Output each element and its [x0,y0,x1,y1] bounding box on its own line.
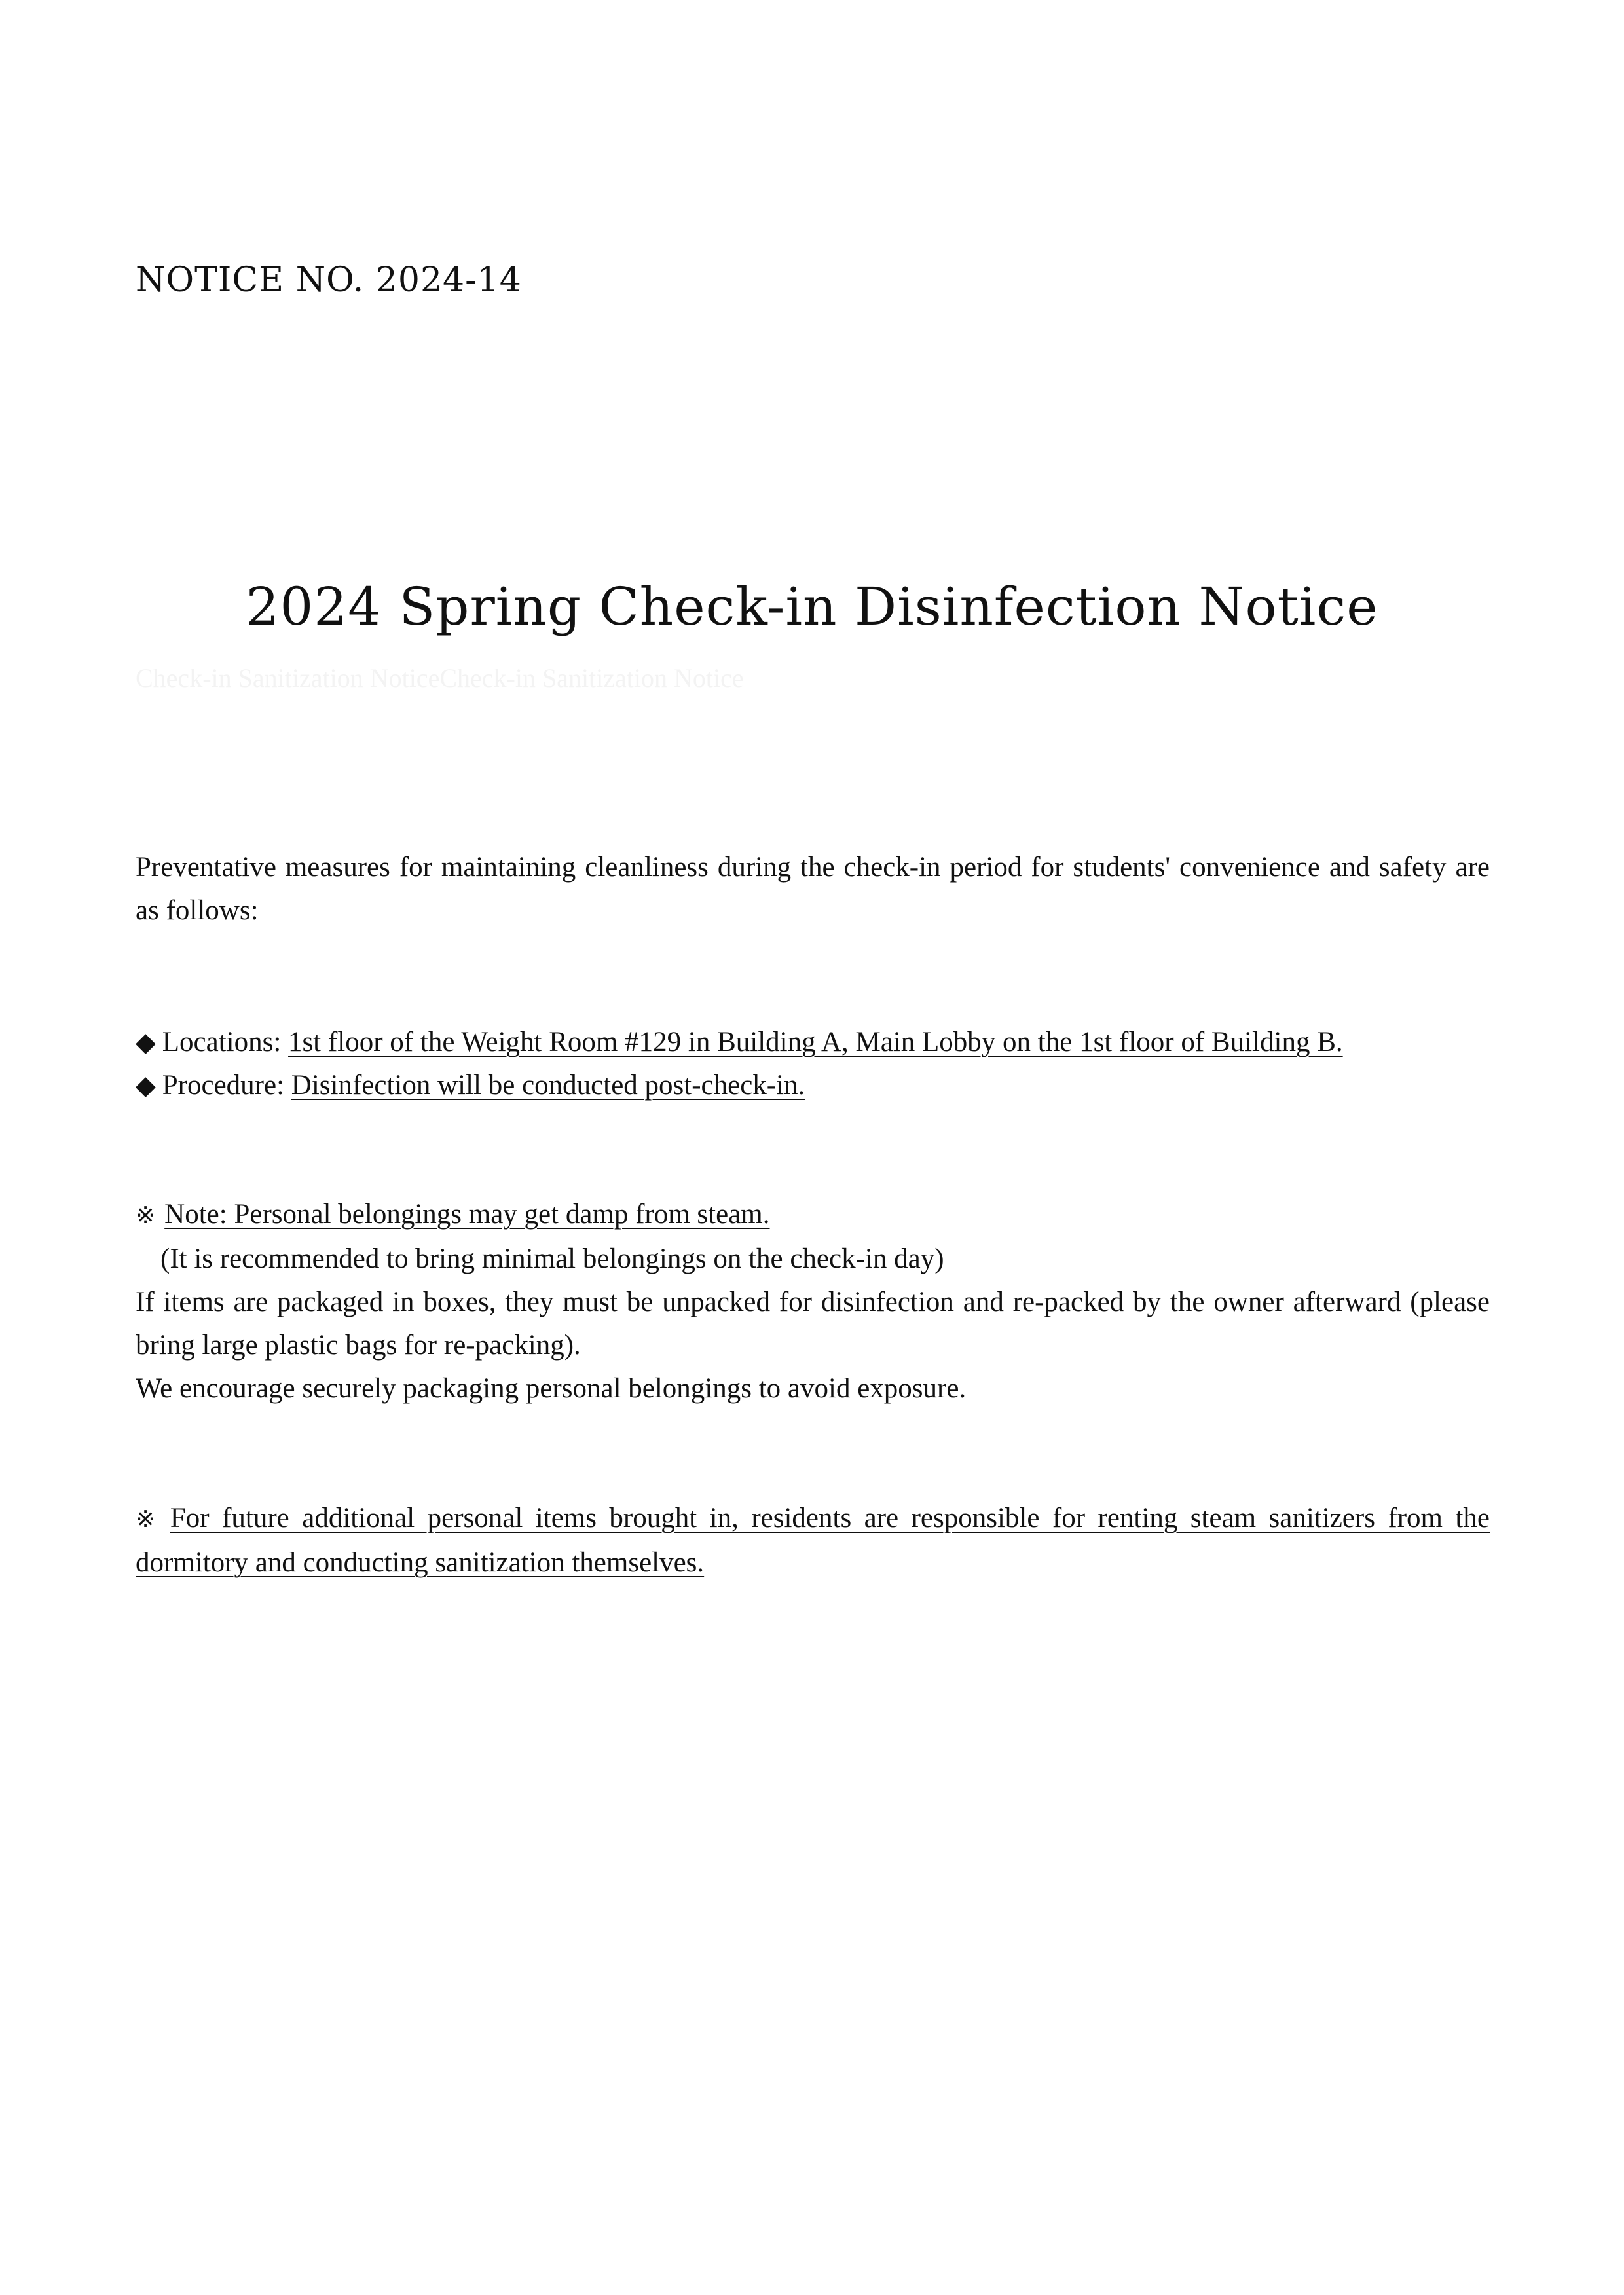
faint-background-text: Check-in Sanitization NoticeCheck-in Sanitization Notice [136,663,744,693]
note-paragraph-packaging: We encourage securely packaging personal belongings to avoid exposure. [136,1373,967,1404]
bullet-procedure [136,1064,1490,1107]
note-recommendation: (It is recommended to bring minimal belongings on the check-in day) [160,1243,944,1274]
bullet-locations [136,1021,1490,1064]
diamond-icon: ◆ [136,1071,156,1101]
bullet-label: Procedure: [162,1070,291,1101]
diamond-icon: ◆ [136,1027,156,1057]
reference-mark-icon: ※ [136,1506,161,1533]
bullet-value: 1st floor of the Weight Room #129 in Building A, Main Lobby on the 1st floor of Building B. [288,1027,1343,1057]
intro-paragraph: Preventative measures for maintaining cleanliness during the check-in period for students' convenience and safety are as follows: [136,852,1490,926]
note-heading [136,1193,1490,1238]
note-paragraph-unpacking: If items are packaged in boxes, they must be unpacked for disinfection and re-packed by the owner afterward (please bring large plastic bags for re-packing). [136,1287,1490,1361]
note-underlined-text: Note: Personal belongings may get damp from steam. [164,1199,770,1230]
bullet-value: Disinfection will be conducted post-check-in. [291,1070,805,1101]
reference-mark-icon: ※ [136,1202,156,1229]
future-items-section [136,1497,1490,1585]
bullet-label: Locations: [162,1027,289,1057]
bullet-list [136,1021,1490,1107]
notice-number: NOTICE NO. 2024-14 [136,261,522,300]
note-section [136,1193,1490,1410]
future-items-text: For future additional personal items brought in, residents are responsible for renting steam sanitizers from the dormitory and conducting sanitization themselves. [136,1503,1490,1578]
notice-title: 2024 Spring Check-in Disinfection Notice [246,576,1378,637]
